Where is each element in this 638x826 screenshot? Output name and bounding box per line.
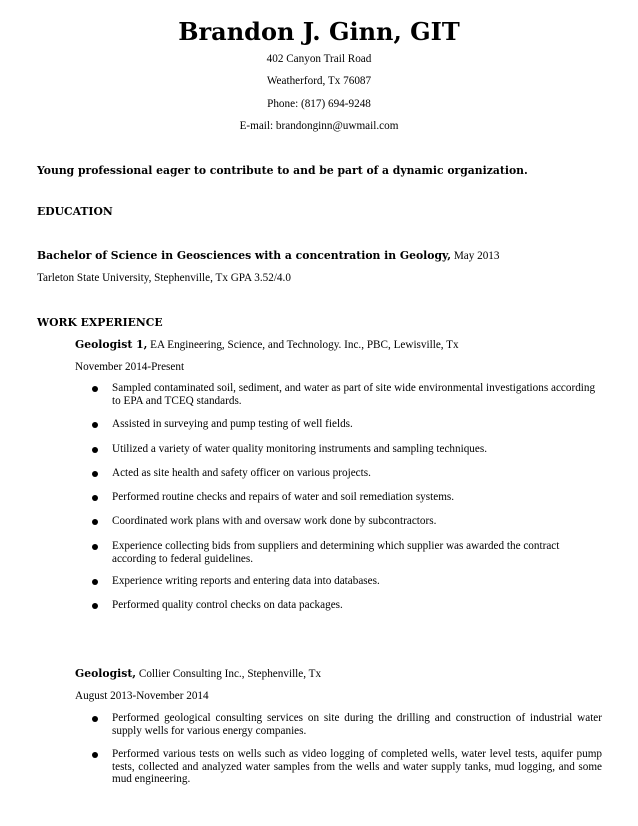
bullet-icon <box>92 544 98 550</box>
school-line: Tarleton State University, Stephenville, Tx GPA 3.52/4.0 <box>37 272 291 284</box>
bullet-icon <box>92 752 98 758</box>
bullet-icon <box>92 579 98 585</box>
job-1-bullet-8: Experience writing reports and entering data into databases. <box>112 575 380 587</box>
bullet-icon <box>92 471 98 477</box>
bullet-icon <box>92 447 98 453</box>
phone: Phone: (817) 694-9248 <box>267 98 371 110</box>
degree-date: May 2013 <box>453 250 500 262</box>
candidate-name: Brandon J. Ginn, GIT <box>178 17 460 46</box>
email: E-mail: brandonginn@uwmail.com <box>239 120 399 132</box>
job-1-bullet-5: Performed routine checks and repairs of water and soil remediation systems. <box>112 491 455 503</box>
bullet-icon <box>92 386 98 392</box>
work-heading: WORK EXPERIENCE <box>37 316 163 329</box>
bullet-icon <box>92 716 98 722</box>
job-1-title: Geologist 1, <box>75 338 148 351</box>
address-line-2: Weatherford, Tx 76087 <box>266 75 372 87</box>
bullet-icon <box>92 495 98 501</box>
job-1-bullet-2: Assisted in surveying and pump testing of well fields. <box>112 418 353 430</box>
job-1-bullet-9: Performed quality control checks on data packages. <box>112 599 343 611</box>
job-2-title: Geologist, <box>75 667 137 680</box>
job-1-bullet-3: Utilized a variety of water quality monitoring instruments and sampling techniques. <box>112 443 488 455</box>
job-1-header <box>75 338 459 352</box>
bullet-icon <box>92 519 98 525</box>
job-1-bullet-6: Coordinated work plans with and oversaw work done by subcontractors. <box>112 515 437 527</box>
education-heading: EDUCATION <box>37 205 113 218</box>
job-1-company: EA Engineering, Science, and Technology. Inc., PBC, Lewisville, Tx <box>150 339 459 351</box>
job-1-bullet-7: Experience collecting bids from suppliers and determining which supplier was awarded the contract according to federal guidelines. <box>112 540 560 565</box>
objective: Young professional eager to contribute to and be part of a dynamic organization. <box>37 164 528 177</box>
job-2-bullet-1: Performed geological consulting services on site during the drilling and construction of industrial water supply wells for various energy companies. <box>112 712 602 737</box>
bullet-icon <box>92 603 98 609</box>
job-1-dates: November 2014-Present <box>75 361 185 373</box>
job-1-bullet-1: Sampled contaminated soil, sediment, and water as part of site wide environmental investigations according to EPA and TCEQ standards. <box>112 382 596 407</box>
job-2-dates: August 2013-November 2014 <box>75 690 209 702</box>
degree-line <box>37 249 500 263</box>
bullet-icon <box>92 422 98 428</box>
job-2-header <box>75 667 321 681</box>
address-line-1: 402 Canyon Trail Road <box>266 53 372 65</box>
degree-title: Bachelor of Science in Geosciences with a concentration in Geology, <box>37 249 452 262</box>
job-2-company: Collier Consulting Inc., Stephenville, Tx <box>138 668 322 680</box>
job-2-bullet-2: Performed various tests on wells such as video logging of completed wells, water level tests, aquifer pump tests, collected and analyzed water samples from the wells and water supply tanks, mud logging, and some mud engineering. <box>112 748 602 785</box>
job-1-bullet-4: Acted as site health and safety officer on various projects. <box>112 467 371 479</box>
